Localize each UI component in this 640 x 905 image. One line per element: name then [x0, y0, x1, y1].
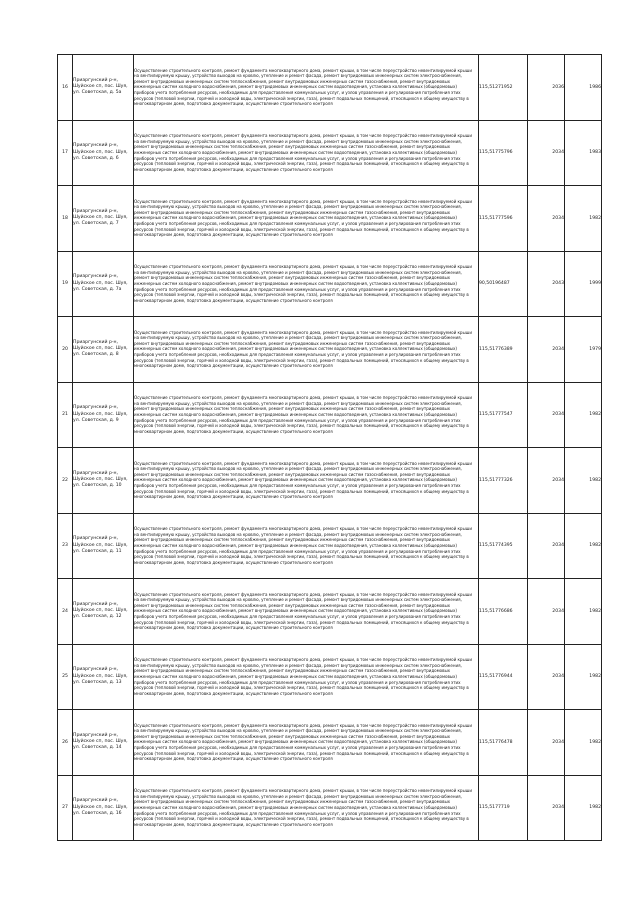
planned-year-cell: 2034 — [528, 644, 565, 710]
build-year-cell: 1999 — [565, 251, 602, 317]
works-cell: Осуществление строительного контроля, ремонт фундамента многоквартирного дома, ремонт крыши, в том числе переустройство невентилируемой крыши на вентилируемую крышу, устройство выходов на кровлю, утепление и ремонт фасада, ремонт внутридомовых инженерных систем электроснабжения, ремонт внутридомовых инженерных систем теплоснабжения, ремонт внутридомовых инженерных систем газоснабжения, ремонт внутридомовых инженерных систем холодного водоснабжения, ремонт внутридомовых инженерных систем водоотведения, установка коллективных (общедомовых) приборов учета потребления ресурсов, необходимых для предоставления коммунальных услуг, и узлов управления и регулирования потребления этих ресурсов (тепловой энергии, горячей и холодной воды, электрической энергии, газа), ремонт подвальных помещений, относящихся к общему имуществу в многоквартирном доме, подготовка документации, осуществление строительного контроля — [134, 579, 479, 645]
build-year-cell: 1982 — [565, 382, 602, 448]
works-cell: Осуществление строительного контроля, ремонт фундамента многоквартирного дома, ремонт крыши, в том числе переустройство невентилируемой крыши на вентилируемую крышу, устройство выходов на кровлю, утепление и ремонт фасада, ремонт внутридомовых инженерных систем электроснабжения, ремонт внутридомовых инженерных систем теплоснабжения, ремонт внутридомовых инженерных систем газоснабжения, ремонт внутридомовых инженерных систем холодного водоснабжения, ремонт внутридомовых инженерных систем водоотведения, установка коллективных (общедомовых) приборов учета потребления ресурсов, необходимых для предоставления коммунальных услуг, и узлов управления и регулирования потребления этих ресурсов (тепловой энергии, горячей и холодной воды, электрической энергии, газа), ремонт подвальных помещений, относящихся к общему имуществу в многоквартирном доме, подготовка документации, осуществление строительного контроля — [134, 644, 479, 710]
works-cell: Осуществление строительного контроля, ремонт фундамента многоквартирного дома, ремонт крыши, в том числе переустройство невентилируемой крыши на вентилируемую крышу, устройство выходов на кровлю, утепление и ремонт фасада, ремонт внутридомовых инженерных систем электроснабжения, ремонт внутридомовых инженерных систем теплоснабжения, ремонт внутридомовых инженерных систем газоснабжения, ремонт внутридомовых инженерных систем холодного водоснабжения, ремонт внутридомовых инженерных систем водоотведения, установка коллективных (общедомовых) приборов учета потребления ресурсов, необходимых для предоставления коммунальных услуг, и узлов управления и регулирования потребления этих ресурсов (тепловой энергии, горячей и холодной воды, электрической энергии, газа), ремонт подвальных помещений, относящихся к общему имуществу в многоквартирном доме, подготовка документации, осуществление строительного контроля — [134, 382, 479, 448]
table-row — [58, 382, 602, 448]
row-number: 16 — [58, 55, 73, 121]
address-cell: Приаргунский р-н, Шуйское сп, пос. Шуя, ул. Советская, д. 11 — [73, 513, 134, 579]
works-cell: Осуществление строительного контроля, ремонт фундамента многоквартирного дома, ремонт крыши, в том числе переустройство невентилируемой крыши на вентилируемую крышу, устройство выходов на кровлю, утепление и ремонт фасада, ремонт внутридомовых инженерных систем электроснабжения, ремонт внутридомовых инженерных систем теплоснабжения, ремонт внутридомовых инженерных систем газоснабжения, ремонт внутридомовых инженерных систем холодного водоснабжения, ремонт внутридомовых инженерных систем водоотведения, установка коллективных (общедомовых) приборов учета потребления ресурсов, необходимых для предоставления коммунальных услуг, и узлов управления и регулирования потребления этих ресурсов (тепловой энергии, горячей и холодной воды, электрической энергии, газа), ремонт подвальных помещений, относящихся к общему имуществу в многоквартирном доме, подготовка документации, осуществление строительного контроля — [134, 448, 479, 514]
address-cell: Приаргунский р-н, Шуйское сп, пос. Шуя, ул. Советская, д. 10 — [73, 448, 134, 514]
address-cell: Приаргунский р-н, Шуйское сп, пос. Шуя, ул. Советская, д. 6 — [73, 120, 134, 186]
build-year-cell: 1982 — [565, 710, 602, 776]
cost-cell: 115,51776478 — [479, 710, 528, 776]
planned-year-cell: 2034 — [528, 448, 565, 514]
planned-year-cell: 2034 — [528, 186, 565, 252]
row-number: 25 — [58, 644, 73, 710]
row-number: 24 — [58, 579, 73, 645]
table-row — [58, 120, 602, 186]
table-body — [58, 55, 602, 841]
address-cell: Приаргунский р-н, Шуйское сп, пос. Шуя, ул. Советская, д. 7а — [73, 251, 134, 317]
cost-cell: 115,51774395 — [479, 513, 528, 579]
build-year-cell: 1982 — [565, 186, 602, 252]
row-number: 17 — [58, 120, 73, 186]
address-cell: Приаргунский р-н, Шуйское сп, пос. Шуя, ул. Советская, д. 16 — [73, 775, 134, 841]
row-number: 19 — [58, 251, 73, 317]
cost-cell: 115,51777596 — [479, 186, 528, 252]
table-row — [58, 448, 602, 514]
cost-cell: 115,51776686 — [479, 579, 528, 645]
works-cell: Осуществление строительного контроля, ремонт фундамента многоквартирного дома, ремонт крыши, в том числе переустройство невентилируемой крыши на вентилируемую крышу, устройство выходов на кровлю, утепление и ремонт фасада, ремонт внутридомовых инженерных систем электроснабжения, ремонт внутридомовых инженерных систем теплоснабжения, ремонт внутридомовых инженерных систем газоснабжения, ремонт внутридомовых инженерных систем холодного водоснабжения, ремонт внутридомовых инженерных систем водоотведения, установка коллективных (общедомовых) приборов учета потребления ресурсов, необходимых для предоставления коммунальных услуг, и узлов управления и регулирования потребления этих ресурсов (тепловой энергии, горячей и холодной воды, электрической энергии, газа), ремонт подвальных помещений, относящихся к общему имуществу в многоквартирном доме, подготовка документации, осуществление строительного контроля — [134, 710, 479, 776]
table-row — [58, 55, 602, 121]
address-cell: Приаргунский р-н, Шуйское сп, пос. Шуя, ул. Советская, д. 14 — [73, 710, 134, 776]
planned-year-cell: 2036 — [528, 55, 565, 121]
works-cell: Осуществление строительного контроля, ремонт фундамента многоквартирного дома, ремонт крыши, в том числе переустройство невентилируемой крыши на вентилируемую крышу, устройство выходов на кровлю, утепление и ремонт фасада, ремонт внутридомовых инженерных систем электроснабжения, ремонт внутридомовых инженерных систем теплоснабжения, ремонт внутридомовых инженерных систем газоснабжения, ремонт внутридомовых инженерных систем холодного водоснабжения, ремонт внутридомовых инженерных систем водоотведения, установка коллективных (общедомовых) приборов учета потребления ресурсов, необходимых для предоставления коммунальных услуг, и узлов управления и регулирования потребления этих ресурсов (тепловой энергии, горячей и холодной воды, электрической энергии, газа), ремонт подвальных помещений, относящихся к общему имуществу в многоквартирном доме, подготовка документации, осуществление строительного контроля — [134, 513, 479, 579]
table-row — [58, 775, 602, 841]
planned-year-cell: 2034 — [528, 579, 565, 645]
row-number: 20 — [58, 317, 73, 383]
build-year-cell: 1983 — [565, 120, 602, 186]
build-year-cell: 1982 — [565, 775, 602, 841]
build-year-cell: 1982 — [565, 579, 602, 645]
build-year-cell: 1986 — [565, 55, 602, 121]
address-cell: Приаргунский р-н, Шуйское сп, пос. Шуя, ул. Советская, д. 9 — [73, 382, 134, 448]
address-cell: Приаргунский р-н, Шуйское сп, пос. Шуя, ул. Советская, д. 5а — [73, 55, 134, 121]
cost-cell: 115,51271952 — [479, 55, 528, 121]
works-cell: Осуществление строительного контроля, ремонт фундамента многоквартирного дома, ремонт крыши, в том числе переустройство невентилируемой крыши на вентилируемую крышу, устройство выходов на кровлю, утепление и ремонт фасада, ремонт внутридомовых инженерных систем электроснабжения, ремонт внутридомовых инженерных систем теплоснабжения, ремонт внутридомовых инженерных систем газоснабжения, ремонт внутридомовых инженерных систем холодного водоснабжения, ремонт внутридомовых инженерных систем водоотведения, установка коллективных (общедомовых) приборов учета потребления ресурсов, необходимых для предоставления коммунальных услуг, и узлов управления и регулирования потребления этих ресурсов (тепловой энергии, горячей и холодной воды, электрической энергии, газа), ремонт подвальных помещений, относящихся к общему имуществу в многоквартирном доме, подготовка документации, осуществление строительного контроля — [134, 55, 479, 121]
cost-cell: 90,50196487 — [479, 251, 528, 317]
cost-cell: 115,51776944 — [479, 644, 528, 710]
address-cell: Приаргунский р-н, Шуйское сп, пос. Шуя, ул. Советская, д. 7 — [73, 186, 134, 252]
build-year-cell: 1982 — [565, 513, 602, 579]
table-row — [58, 251, 602, 317]
planned-year-cell: 2034 — [528, 775, 565, 841]
table-row — [58, 710, 602, 776]
works-cell: Осуществление строительного контроля, ремонт фундамента многоквартирного дома, ремонт крыши, в том числе переустройство невентилируемой крыши на вентилируемую крышу, устройство выходов на кровлю, утепление и ремонт фасада, ремонт внутридомовых инженерных систем электроснабжения, ремонт внутридомовых инженерных систем теплоснабжения, ремонт внутридомовых инженерных систем газоснабжения, ремонт внутридомовых инженерных систем холодного водоснабжения, ремонт внутридомовых инженерных систем водоотведения, установка коллективных (общедомовых) приборов учета потребления ресурсов, необходимых для предоставления коммунальных услуг, и узлов управления и регулирования потребления этих ресурсов (тепловой энергии, горячей и холодной воды, электрической энергии, газа), ремонт подвальных помещений, относящихся к общему имуществу в многоквартирном доме, подготовка документации, осуществление строительного контроля — [134, 775, 479, 841]
build-year-cell: 1982 — [565, 448, 602, 514]
planned-year-cell: 2034 — [528, 120, 565, 186]
planned-year-cell: 2034 — [528, 513, 565, 579]
capital-repair-table — [57, 54, 602, 841]
planned-year-cell: 2043 — [528, 251, 565, 317]
row-number: 18 — [58, 186, 73, 252]
build-year-cell: 1979 — [565, 317, 602, 383]
table-row — [58, 513, 602, 579]
works-cell: Осуществление строительного контроля, ремонт фундамента многоквартирного дома, ремонт крыши, в том числе переустройство невентилируемой крыши на вентилируемую крышу, устройство выходов на кровлю, утепление и ремонт фасада, ремонт внутридомовых инженерных систем электроснабжения, ремонт внутридомовых инженерных систем теплоснабжения, ремонт внутридомовых инженерных систем газоснабжения, ремонт внутридомовых инженерных систем холодного водоснабжения, ремонт внутридомовых инженерных систем водоотведения, установка коллективных (общедомовых) приборов учета потребления ресурсов, необходимых для предоставления коммунальных услуг, и узлов управления и регулирования потребления этих ресурсов (тепловой энергии, горячей и холодной воды, электрической энергии, газа), ремонт подвальных помещений, относящихся к общему имуществу в многоквартирном доме, подготовка документации, осуществление строительного контроля — [134, 251, 479, 317]
cost-cell: 115,51775796 — [479, 120, 528, 186]
cost-cell: 115,5177719 — [479, 775, 528, 841]
address-cell: Приаргунский р-н, Шуйское сп, пос. Шуя, ул. Советская, д. 8 — [73, 317, 134, 383]
address-cell: Приаргунский р-н, Шуйское сп, пос. Шуя, ул. Советская, д. 13 — [73, 644, 134, 710]
works-cell: Осуществление строительного контроля, ремонт фундамента многоквартирного дома, ремонт крыши, в том числе переустройство невентилируемой крыши на вентилируемую крышу, устройство выходов на кровлю, утепление и ремонт фасада, ремонт внутридомовых инженерных систем электроснабжения, ремонт внутридомовых инженерных систем теплоснабжения, ремонт внутридомовых инженерных систем газоснабжения, ремонт внутридомовых инженерных систем холодного водоснабжения, ремонт внутридомовых инженерных систем водоотведения, установка коллективных (общедомовых) приборов учета потребления ресурсов, необходимых для предоставления коммунальных услуг, и узлов управления и регулирования потребления этих ресурсов (тепловой энергии, горячей и холодной воды, электрической энергии, газа), ремонт подвальных помещений, относящихся к общему имуществу в многоквартирном доме, подготовка документации, осуществление строительного контроля — [134, 120, 479, 186]
planned-year-cell: 2034 — [528, 382, 565, 448]
cost-cell: 115,51777326 — [479, 448, 528, 514]
build-year-cell: 1982 — [565, 644, 602, 710]
row-number: 27 — [58, 775, 73, 841]
row-number: 21 — [58, 382, 73, 448]
address-cell: Приаргунский р-н, Шуйское сп, пос. Шуя, ул. Советская, д. 12 — [73, 579, 134, 645]
table-row — [58, 317, 602, 383]
table-row — [58, 579, 602, 645]
works-cell: Осуществление строительного контроля, ремонт фундамента многоквартирного дома, ремонт крыши, в том числе переустройство невентилируемой крыши на вентилируемую крышу, устройство выходов на кровлю, утепление и ремонт фасада, ремонт внутридомовых инженерных систем электроснабжения, ремонт внутридомовых инженерных систем теплоснабжения, ремонт внутридомовых инженерных систем газоснабжения, ремонт внутридомовых инженерных систем холодного водоснабжения, ремонт внутридомовых инженерных систем водоотведения, установка коллективных (общедомовых) приборов учета потребления ресурсов, необходимых для предоставления коммунальных услуг, и узлов управления и регулирования потребления этих ресурсов (тепловой энергии, горячей и холодной воды, электрической энергии, газа), ремонт подвальных помещений, относящихся к общему имуществу в многоквартирном доме, подготовка документации, осуществление строительного контроля — [134, 186, 479, 252]
works-cell: Осуществление строительного контроля, ремонт фундамента многоквартирного дома, ремонт крыши, в том числе переустройство невентилируемой крыши на вентилируемую крышу, устройство выходов на кровлю, утепление и ремонт фасада, ремонт внутридомовых инженерных систем электроснабжения, ремонт внутридомовых инженерных систем теплоснабжения, ремонт внутридомовых инженерных систем газоснабжения, ремонт внутридомовых инженерных систем холодного водоснабжения, ремонт внутридомовых инженерных систем водоотведения, установка коллективных (общедомовых) приборов учета потребления ресурсов, необходимых для предоставления коммунальных услуг, и узлов управления и регулирования потребления этих ресурсов (тепловой энергии, горячей и холодной воды, электрической энергии, газа), ремонт подвальных помещений, относящихся к общему имуществу в многоквартирном доме, подготовка документации, осуществление строительного контроля — [134, 317, 479, 383]
table-row — [58, 644, 602, 710]
cost-cell: 115,51776389 — [479, 317, 528, 383]
row-number: 23 — [58, 513, 73, 579]
row-number: 22 — [58, 448, 73, 514]
table-row — [58, 186, 602, 252]
planned-year-cell: 2034 — [528, 710, 565, 776]
planned-year-cell: 2034 — [528, 317, 565, 383]
cost-cell: 115,51777547 — [479, 382, 528, 448]
row-number: 26 — [58, 710, 73, 776]
